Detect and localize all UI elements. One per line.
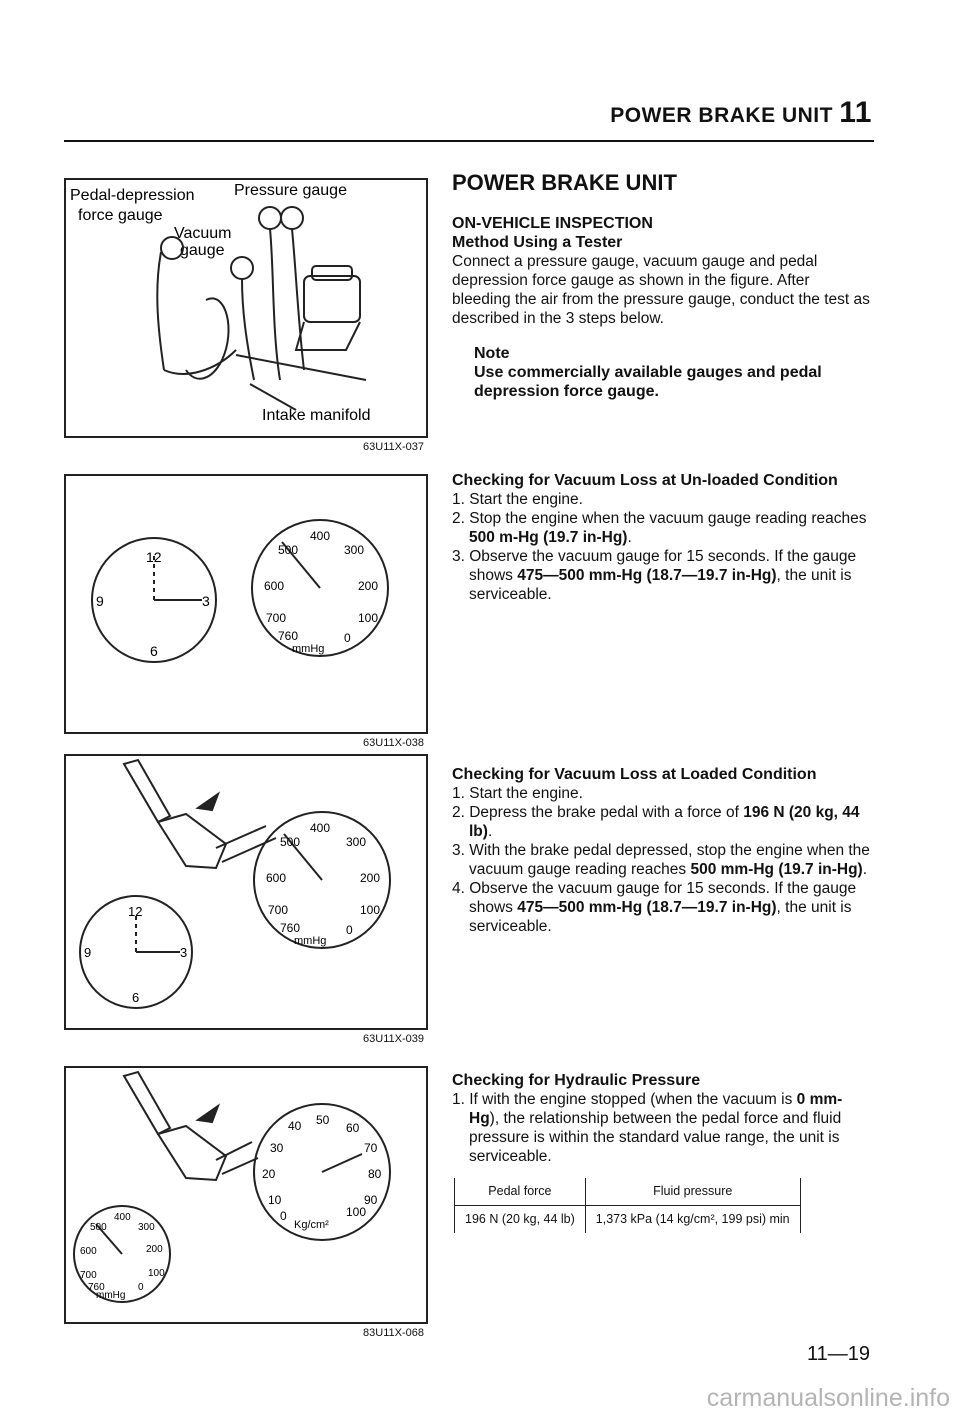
vgauge-tick-100: 100 xyxy=(360,903,381,917)
step-text: 2. Stop the engine when the vacuum gauge reading reaches xyxy=(452,510,867,527)
section-subheading: Method Using a Tester xyxy=(452,234,623,251)
clock-label-3: 3 xyxy=(202,593,210,609)
vgauge-tick-0: 0 xyxy=(346,923,353,937)
vgauge-tick-200: 200 xyxy=(146,1244,163,1255)
step-item xyxy=(452,879,870,936)
vgauge-tick-300: 300 xyxy=(344,543,365,557)
vgauge-tick-600: 600 xyxy=(266,871,287,885)
step-value: 196 N (20 kg, 44 lb) xyxy=(469,804,860,840)
section-heading: ON-VEHICLE INSPECTION xyxy=(452,215,653,232)
table-header-cell: Pedal force xyxy=(455,1178,586,1206)
step-text: 2. Depress the brake pedal with a force of xyxy=(452,804,744,821)
section-heading: Checking for Vacuum Loss at Un-loaded Condition xyxy=(452,472,838,489)
vgauge-tick-500: 500 xyxy=(280,835,301,849)
setup-illustration xyxy=(66,180,426,436)
figure-setup xyxy=(64,178,428,438)
table-header-cell: Fluid pressure xyxy=(585,1178,800,1206)
step-text: 1. If with the engine stopped (when the vacuum is xyxy=(452,1091,797,1108)
step-value: 475—500 mm-Hg (18.7—19.7 in-Hg) xyxy=(517,567,777,584)
table-cell: 196 N (20 kg, 44 lb) xyxy=(455,1206,586,1234)
label-pedal-depression: Pedal-depression xyxy=(70,187,195,204)
page-title: POWER BRAKE UNIT xyxy=(452,170,677,195)
pgauge-tick-100: 100 xyxy=(346,1205,367,1219)
pgauge-unit: Kg/cm² xyxy=(294,1219,329,1231)
label-vacuum: Vacuum xyxy=(174,225,232,242)
label-force-gauge: force gauge xyxy=(78,207,163,224)
pgauge-tick-80: 80 xyxy=(368,1167,382,1181)
section-unloaded xyxy=(452,471,870,604)
clock-label-3: 3 xyxy=(180,945,188,960)
figure-code: 63U11X-037 xyxy=(363,441,424,453)
pgauge-tick-30: 30 xyxy=(270,1141,284,1155)
step-text: 3. Observe the vacuum gauge for 15 seconds. If the gauge shows xyxy=(452,548,857,584)
pgauge-tick-50: 50 xyxy=(316,1113,330,1127)
figure-code: 83U11X-068 xyxy=(363,1327,424,1339)
figure-vacuum-loaded xyxy=(64,754,428,1030)
brake-pedal-icon xyxy=(124,1072,258,1180)
clock-label-6: 6 xyxy=(150,643,158,659)
brake-pedal-icon xyxy=(124,760,276,868)
vgauge-tick-760: 760 xyxy=(280,921,301,935)
vgauge-tick-400: 400 xyxy=(310,821,331,835)
vacuum-gauge-icon xyxy=(252,520,388,656)
steps-list xyxy=(452,784,870,936)
step-text: 3. With the brake pedal depressed, stop the engine when the vacuum gauge reading reaches xyxy=(452,842,870,878)
vgauge-tick-400: 400 xyxy=(114,1212,131,1223)
step-text: . xyxy=(862,861,868,878)
vgauge-tick-300: 300 xyxy=(346,835,367,849)
pgauge-tick-70: 70 xyxy=(364,1141,378,1155)
vgauge-tick-100: 100 xyxy=(358,611,379,625)
header-section-number: 11 xyxy=(839,96,872,129)
note-text: Use commercially available gauges and pedal depression force gauge. xyxy=(474,364,822,400)
label-gauge: gauge xyxy=(180,242,225,259)
pressure-gauge-icon xyxy=(254,1104,390,1240)
figure-code: 63U11X-038 xyxy=(363,737,424,749)
step-item: 1. Start the engine. xyxy=(452,491,583,508)
step-value: 500 mm-Hg (19.7 in-Hg) xyxy=(690,861,863,878)
pgauge-tick-10: 10 xyxy=(268,1193,282,1207)
clock-label-9: 9 xyxy=(96,593,104,609)
spec-table xyxy=(454,1178,801,1233)
vgauge-tick-700: 700 xyxy=(268,903,289,917)
clock-label-12: 12 xyxy=(128,904,143,919)
clock-label-6: 6 xyxy=(132,990,140,1005)
running-header xyxy=(610,96,872,130)
step-value: 500 m-Hg (19.7 in-Hg) xyxy=(469,529,628,546)
vgauge-unit: mmHg xyxy=(292,643,325,655)
vgauge-tick-500: 500 xyxy=(90,1222,107,1233)
step-text: ), the relationship between the pedal force and fluid pressure is within the standard value range, the unit is serviceable. xyxy=(469,1110,842,1165)
vacuum-gauge-icon xyxy=(254,812,390,948)
vgauge-tick-760: 760 xyxy=(88,1282,105,1293)
table-header-row xyxy=(455,1178,801,1206)
step-item xyxy=(452,547,870,604)
section-heading: Checking for Vacuum Loss at Loaded Condition xyxy=(452,766,817,783)
step-text: . xyxy=(627,529,632,546)
pgauge-tick-20: 20 xyxy=(262,1167,276,1181)
label-intake-manifold: Intake manifold xyxy=(262,407,371,424)
vgauge-tick-760: 760 xyxy=(278,629,299,643)
page-number: 11—19 xyxy=(806,1343,870,1365)
step-item xyxy=(452,1090,870,1166)
clock-icon xyxy=(92,538,216,662)
clock-icon xyxy=(80,896,192,1008)
step-item xyxy=(452,841,870,879)
figure-code: 63U11X-039 xyxy=(363,1033,424,1045)
vgauge-tick-600: 600 xyxy=(264,579,285,593)
steps-list xyxy=(452,490,870,604)
step-item: 1. Start the engine. xyxy=(452,785,583,802)
section-hydraulic xyxy=(452,1071,870,1233)
vgauge-tick-0: 0 xyxy=(138,1282,144,1293)
vgauge-tick-200: 200 xyxy=(360,871,381,885)
figure-hydraulic-pressure xyxy=(64,1066,428,1324)
table-cell: 1,373 kPa (14 kg/cm², 199 psi) min xyxy=(585,1206,800,1234)
section-on-vehicle-inspection xyxy=(452,214,870,401)
pressure-gauge-dial-icon xyxy=(259,207,281,229)
vgauge-tick-200: 200 xyxy=(358,579,379,593)
step-item xyxy=(452,803,870,841)
step-text: . xyxy=(487,823,493,840)
table-row xyxy=(455,1206,801,1234)
vacuum-gauge-icon xyxy=(74,1206,170,1302)
pressure-gauge-dial-2-icon xyxy=(281,207,303,229)
header-rule xyxy=(64,140,874,142)
watermark: carmanualsonline.info xyxy=(706,1384,950,1412)
steps-list xyxy=(452,1090,870,1166)
vgauge-tick-700: 700 xyxy=(266,611,287,625)
step-value: 0 mm-Hg xyxy=(469,1091,843,1127)
vgauge-unit: mmHg xyxy=(294,935,327,947)
note-label: Note xyxy=(474,345,510,362)
vgauge-tick-300: 300 xyxy=(138,1222,155,1233)
header-title: POWER BRAKE UNIT xyxy=(610,104,833,127)
pgauge-tick-60: 60 xyxy=(346,1121,360,1135)
vacuum-gauge-dial-icon xyxy=(231,257,253,279)
pgauge-tick-40: 40 xyxy=(288,1119,302,1133)
vgauge-tick-600: 600 xyxy=(80,1246,97,1257)
step-value: 475—500 mm-Hg (18.7—19.7 in-Hg) xyxy=(517,899,777,916)
vgauge-tick-500: 500 xyxy=(278,543,299,557)
vgauge-tick-0: 0 xyxy=(344,631,351,645)
vgauge-tick-700: 700 xyxy=(80,1270,97,1281)
step-text: , the unit is serviceable. xyxy=(469,567,852,603)
intro-paragraph: Connect a pressure gauge, vacuum gauge and pedal depression force gauge as shown in the figure. After bleeding the air from the pressure gauge, conduct the test as described in the 3 steps below. xyxy=(452,253,870,327)
pgauge-tick-90: 90 xyxy=(364,1193,378,1207)
label-pressure-gauge: Pressure gauge xyxy=(234,182,347,199)
step-text: , the unit is serviceable. xyxy=(469,899,852,935)
clock-label-12: 12 xyxy=(146,549,162,565)
step-text: 4. Observe the vacuum gauge for 15 seconds. If the gauge shows xyxy=(452,880,857,916)
clock-label-9: 9 xyxy=(84,945,92,960)
figure-vacuum-unloaded xyxy=(64,474,428,734)
section-heading: Checking for Hydraulic Pressure xyxy=(452,1072,701,1089)
vgauge-tick-100: 100 xyxy=(148,1268,165,1279)
section-loaded xyxy=(452,765,870,936)
pgauge-tick-0: 0 xyxy=(280,1209,287,1223)
vgauge-unit: mmHg xyxy=(96,1290,126,1301)
vgauge-tick-400: 400 xyxy=(310,529,331,543)
step-item xyxy=(452,509,870,547)
